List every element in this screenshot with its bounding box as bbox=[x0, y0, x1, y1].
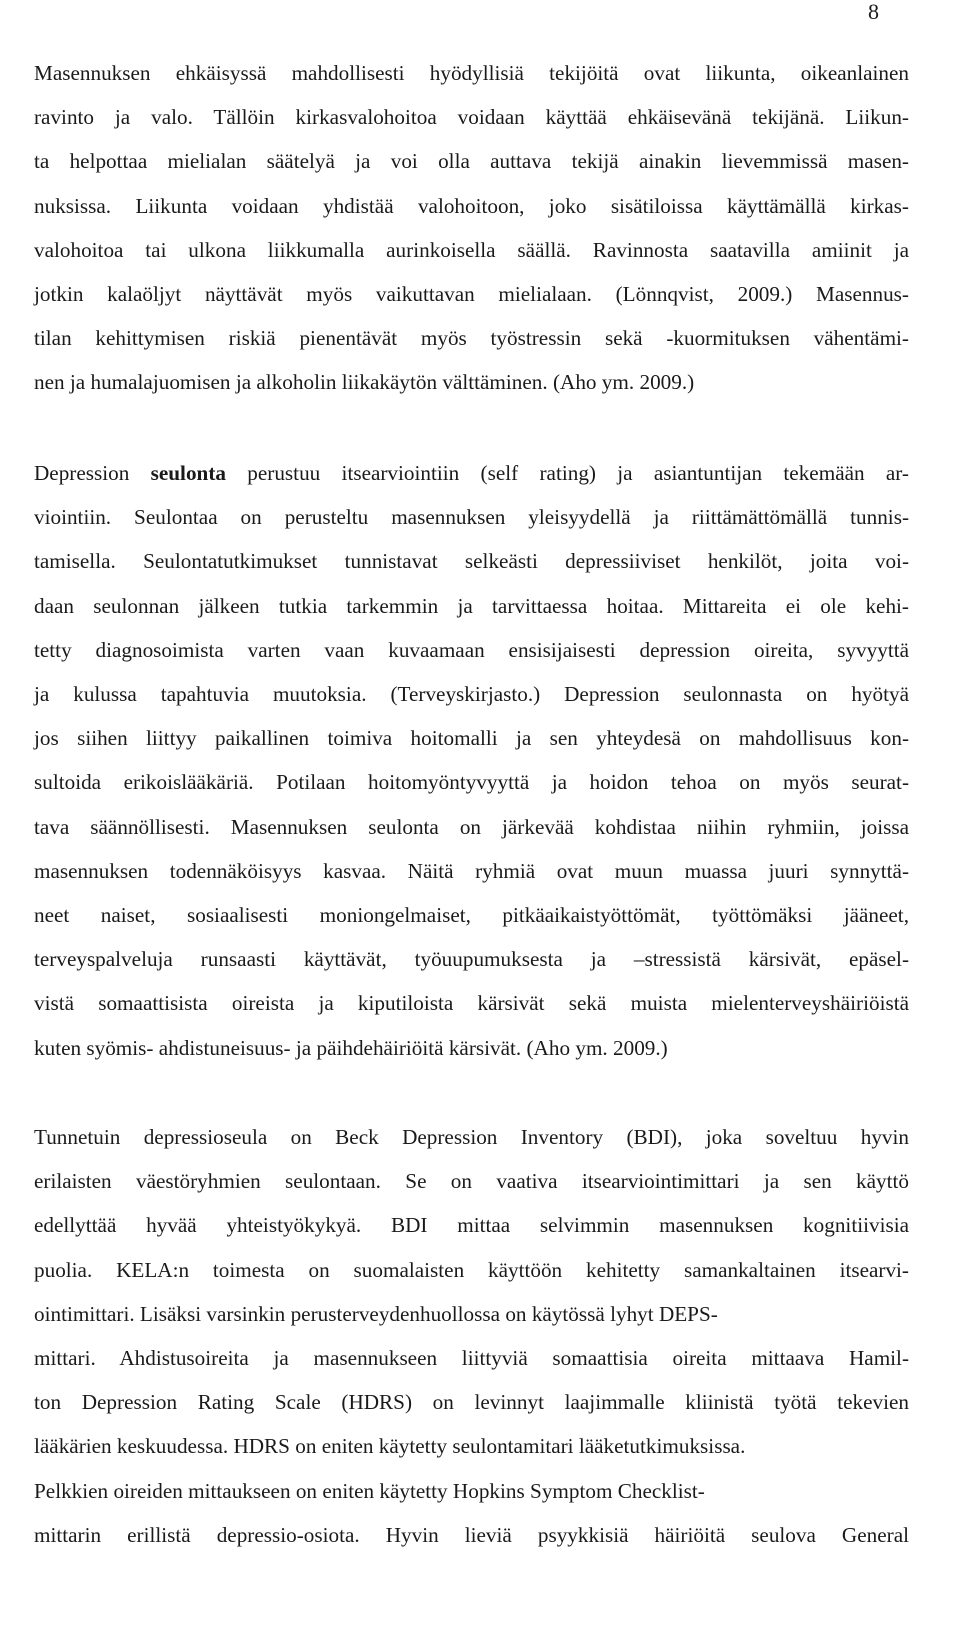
text-fragment: perustuu itsearviointiin (self rating) ja asiantuntijan tekemään ar- bbox=[225, 461, 909, 485]
text-fragment: Depression bbox=[34, 461, 151, 485]
text-line: jos siihen liittyy paikallinen toimiva hoitomalli ja sen yhteydesä on mahdollisuus kon- bbox=[34, 726, 909, 751]
text-line: sultoida erikoislääkäriä. Potilaan hoitomyöntyvyyttä ja hoidon tehoa on myös seurat- bbox=[34, 770, 909, 795]
text-line-first bbox=[34, 451, 909, 495]
text-line: nuksissa. Liikunta voidaan yhdistää valohoitoon, joko sisätiloissa käyttämällä kirkas- bbox=[34, 193, 909, 218]
text-line: mittarin erillistä depressio-osiota. Hyvin lieviä psyykkisiä häiriöitä seulova General bbox=[34, 1522, 909, 1547]
paragraph-screening bbox=[34, 451, 909, 1070]
text-line: ton Depression Rating Scale (HDRS) on levinnyt laajimmalle kliinistä työtä tekevien bbox=[34, 1390, 909, 1415]
text-line: edellyttää hyvää yhteistyökykyä. BDI mittaa selvimmin masennuksen kognitiivisia bbox=[34, 1213, 909, 1238]
text-line: viointiin. Seulontaa on perusteltu masennuksen yleisyydellä ja riittämättömällä tunnis- bbox=[34, 505, 909, 530]
text-line: lääkärien keskuudessa. HDRS on eniten käytetty seulontamitari lääketutkimuksissa. bbox=[34, 1434, 746, 1459]
text-line: vistä somaattisista oireista ja kiputiloista kärsivät sekä muista mielenterveyshäiriöistä bbox=[34, 991, 909, 1016]
text-line: nen ja humalajuomisen ja alkoholin liikakäytön välttäminen. (Aho ym. 2009.) bbox=[34, 370, 695, 395]
text-line: neet naiset, sosiaalisesti moniongelmaiset, pitkäaikaistyöttömät, työttömäksi jääneet, bbox=[34, 903, 909, 928]
text-line: Pelkkien oireiden mittaukseen on eniten käytetty Hopkins Symptom Checklist- bbox=[34, 1478, 705, 1503]
text-line: tilan kehittymisen riskiä pienentävät myös työstressin sekä -kuormituksen vähentämi- bbox=[34, 326, 909, 351]
text-line: ta helpottaa mielialan säätelyä ja voi olla auttava tekijä ainakin lievemmissä masen- bbox=[34, 149, 909, 174]
text-line: ja kulussa tapahtuvia muutoksia. (Terveyskirjasto.) Depression seulonnasta on hyötyä bbox=[34, 682, 909, 707]
text-line: terveyspalveluja runsaasti käyttävät, työuupumuksesta ja –stressistä kärsivät, epäsel- bbox=[34, 947, 909, 972]
text-line: masennuksen todennäköisyys kasvaa. Näitä ryhmiä ovat muun muassa juuri synnyttä- bbox=[34, 858, 909, 883]
text-line: ointimittari. Lisäksi varsinkin perusterveydenhuollossa on käytössä lyhyt DEPS- bbox=[34, 1301, 718, 1326]
text-line: puolia. KELA:n toimesta on suomalaisten käyttöön kehitetty samankaltainen itsearvi- bbox=[34, 1257, 909, 1282]
text-line: daan seulonnan jälkeen tutkia tarkemmin ja tarvittaessa hoitaa. Mittareita ei ole kehi- bbox=[34, 593, 909, 618]
text-line: kuten syömis- ahdistuneisuus- ja päihdehäiriöitä kärsivät. (Aho ym. 2009.) bbox=[34, 1035, 668, 1060]
paragraph-prevention bbox=[34, 51, 909, 405]
text-line: valohoitoa tai ulkona liikkumalla aurinkoisella säällä. Ravinnosta saatavilla amiinit ja bbox=[34, 237, 909, 262]
text-line: mittari. Ahdistusoireita ja masennukseen liittyviä somaattisia oireita mittaava Hamil- bbox=[34, 1346, 909, 1371]
page-number: 8 bbox=[868, 0, 879, 24]
text-line: tava säännöllisesti. Masennuksen seulonta on järkevää kohdistaa niihin ryhmiin, joissa bbox=[34, 814, 909, 839]
text-line: Masennuksen ehkäisyssä mahdollisesti hyödyllisiä tekijöitä ovat liikunta, oikeanlainen bbox=[34, 61, 909, 85]
paragraph-bdi bbox=[34, 1115, 909, 1557]
text-line: Tunnetuin depressioseula on Beck Depression Inventory (BDI), joka soveltuu hyvin bbox=[34, 1125, 909, 1149]
text-line: jotkin kalaöljyt näyttävät myös vaikuttavan mielialaan. (Lönnqvist, 2009.) Masennus- bbox=[34, 282, 909, 307]
text-line: tamisella. Seulontatutkimukset tunnistavat selkeästi depressiiviset henkilöt, joita voi- bbox=[34, 549, 909, 574]
emphasized-term: seulonta bbox=[150, 461, 226, 485]
text-line: erilaisten väestöryhmien seulontaan. Se on vaativa itsearviointimittari ja sen käyttö bbox=[34, 1169, 909, 1194]
text-line: tetty diagnosoimista varten vaan kuvaamaan ensisijaisesti depression oireita, syvyyttä bbox=[34, 637, 909, 662]
text-line: ravinto ja valo. Tällöin kirkasvalohoitoa voidaan käyttää ehkäisevänä tekijänä. Liikun- bbox=[34, 105, 909, 130]
